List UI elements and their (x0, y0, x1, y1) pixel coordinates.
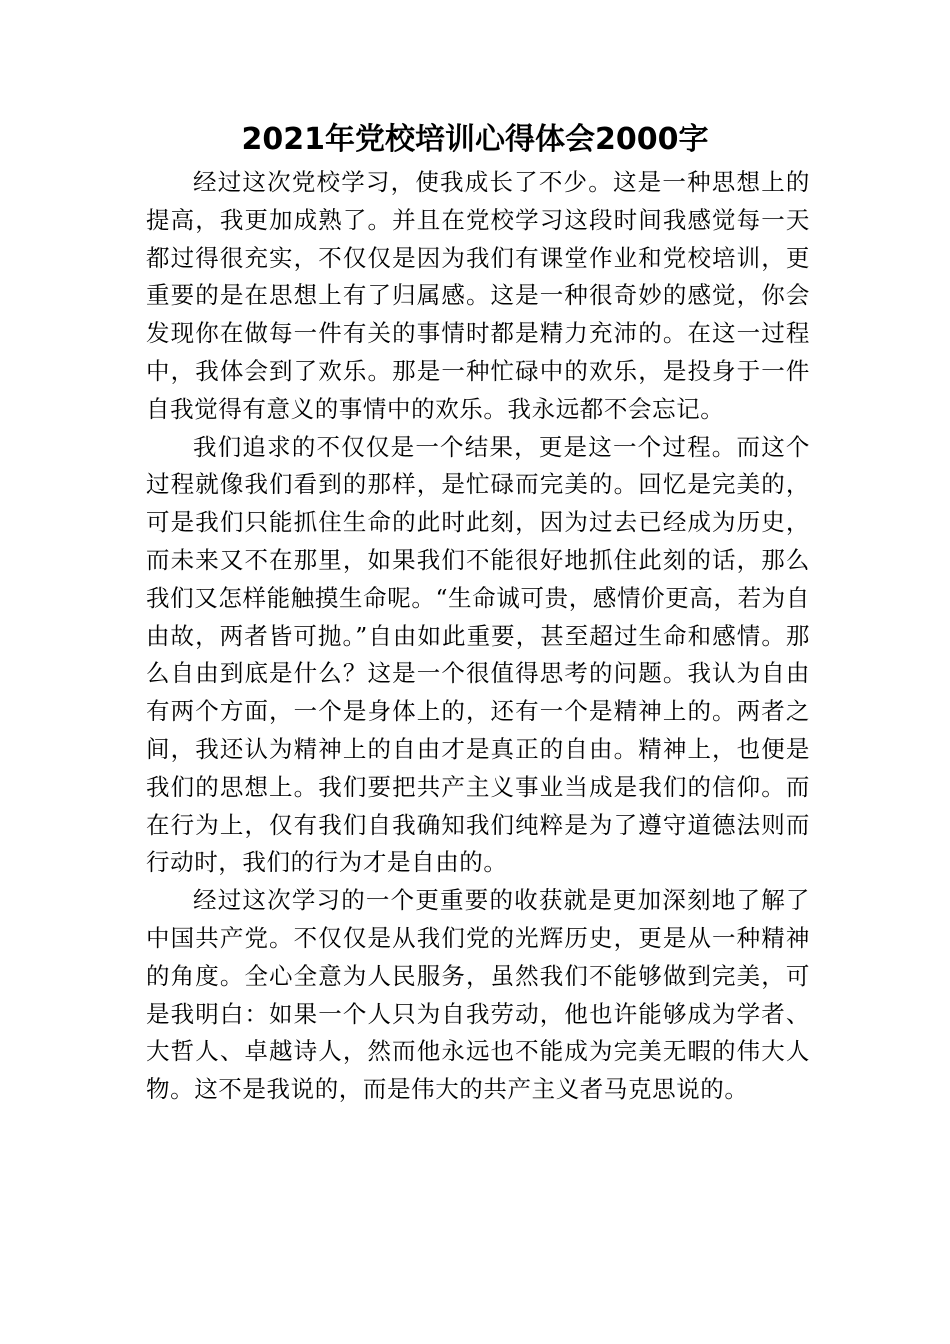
document-title: 2021年党校培训心得体会2000字 (241, 122, 709, 157)
document-body (146, 164, 810, 1109)
paragraph-1: 经过这次党校学习，使我成长了不少。这是一种思想上的提高，我更加成熟了。并且在党校学习这段时间我感觉每一天都过得很充实，不仅仅是因为我们有课堂作业和党校培训，更重要的是在思想上有了归属感。这是一种很奇妙的感觉，你会发现你在做每一件有关的事情时都是精力充沛的。在这一过程中，我体会到了欢乐。那是一种忙碌中的欢乐，是投身于一件自我觉得有意义的事情中的欢乐。我永远都不会忘记。 (146, 168, 810, 423)
paragraph-3: 经过这次学习的一个更重要的收获就是更加深刻地了解了中国共产党。不仅仅是从我们党的光辉历史，更是从一种精神的角度。全心全意为人民服务，虽然我们不能够做到完美，可是我明白：如果一个人只为自我劳动，他也许能够成为学者、大哲人、卓越诗人，然而他永远也不能成为完美无暇的伟大人物。这不是我说的，而是伟大的共产主义者马克思说的。 (146, 886, 810, 1104)
paragraph-2: 我们追求的不仅仅是一个结果，更是这一个过程。而这个过程就像我们看到的那样，是忙碌而完美的。回忆是完美的，可是我们只能抓住生命的此时此刻，因为过去已经成为历史，而未来又不在那里，如果我们不能很好地抓住此刻的话，那么我们又怎样能触摸生命呢。“生命诚可贵，感情价更高，若为自由故，两者皆可抛。”自由如此重要，甚至超过生命和感情。那么自由到底是什么？这是一个很值得思考的问题。我认为自由有两个方面，一个是身体上的，还有一个是精神上的。两者之间，我还认为精神上的自由才是真正的自由。精神上，也便是我们的思想上。我们要把共产主义事业当成是我们的信仰。而在行为上，仅有我们自我确知我们纯粹是为了遵守道德法则而行动时，我们的行为才是自由的。 (146, 432, 810, 877)
